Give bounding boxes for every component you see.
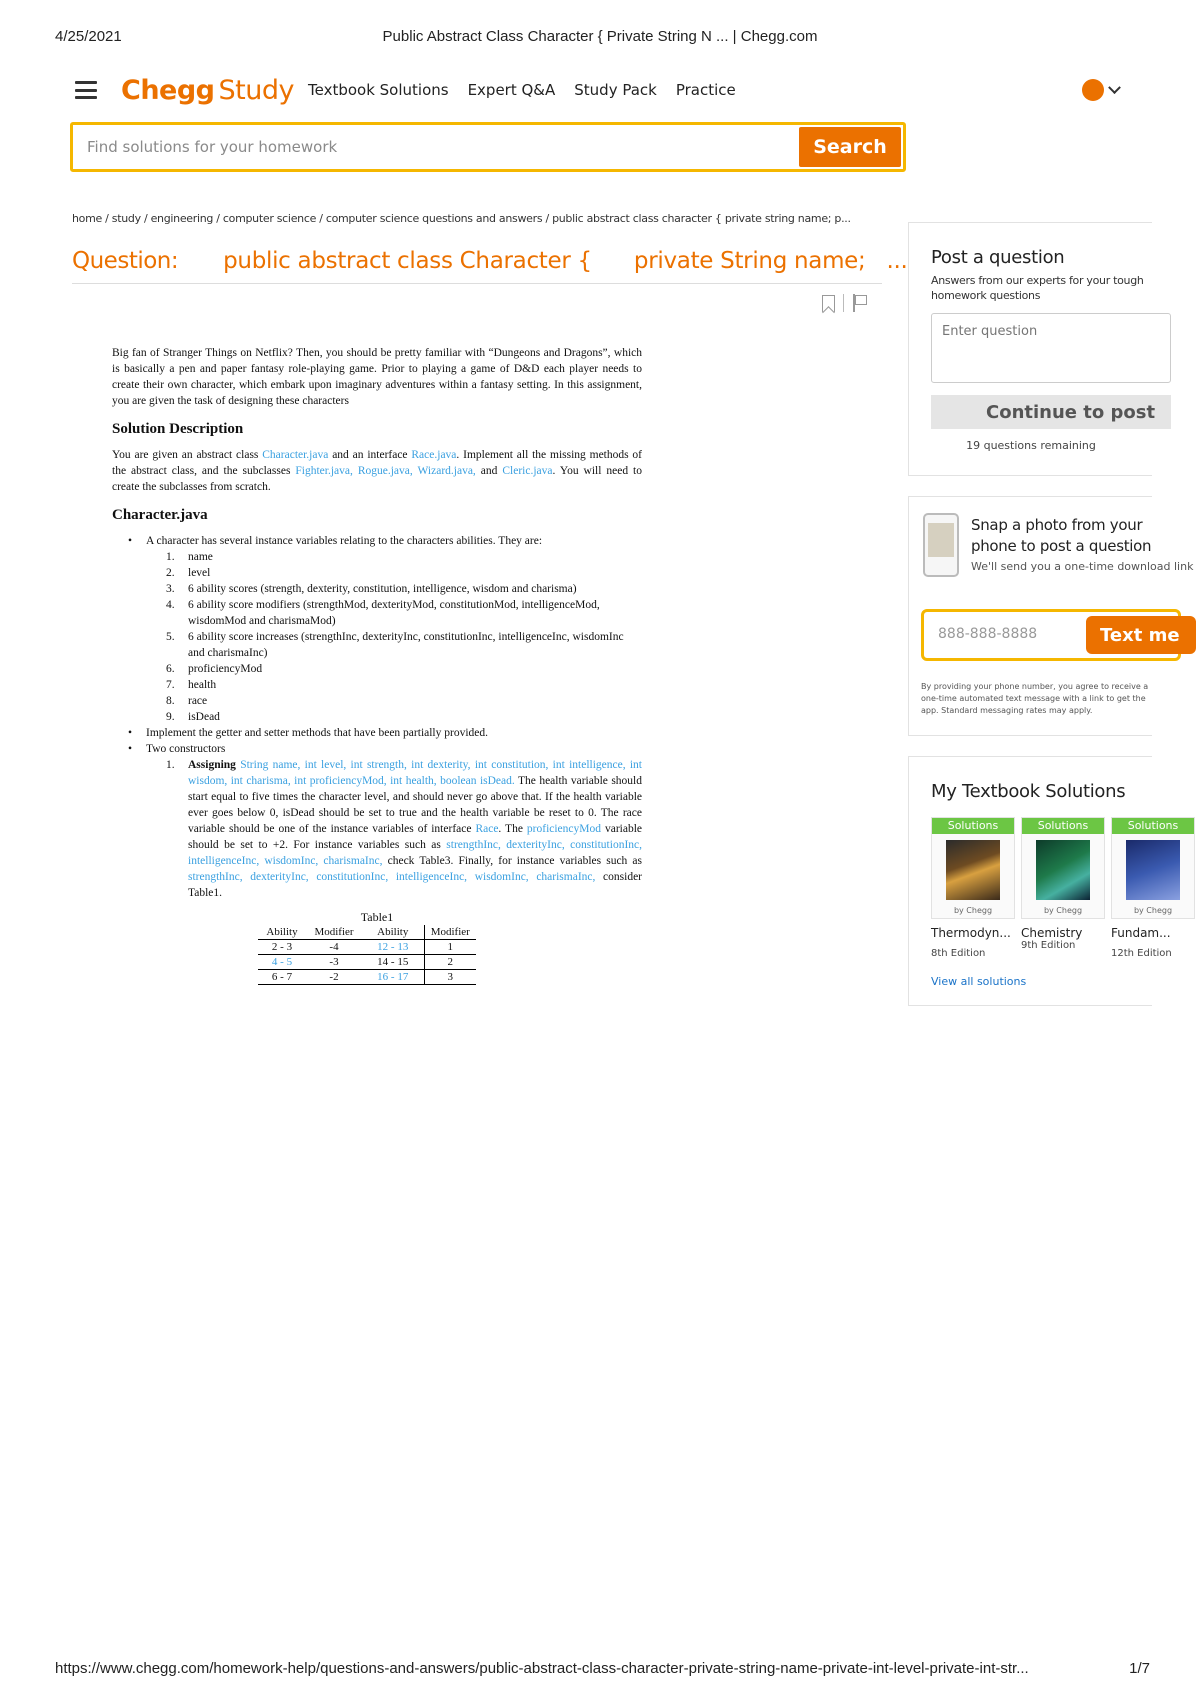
table-row — [258, 970, 476, 985]
list-item: 3. 6 ability scores (strength, dexterity, constitution, intelligence, wisdom and charisma) — [166, 583, 577, 595]
proficiency-link: proficiencyMod — [526, 823, 601, 835]
text: You are given an abstract class — [112, 449, 259, 461]
textbook-tile[interactable] — [1021, 817, 1105, 919]
text: consider Table1. — [188, 871, 643, 899]
print-url: https://www.chegg.com/homework-help/questions-and-answers/public-abstract-class-character-private-string-name-private-int-level-private-int-str... — [55, 1660, 1029, 1677]
race-link: Race — [475, 823, 499, 835]
print-page-number: 1/7 — [1129, 1660, 1150, 1677]
nav-textbook-solutions[interactable]: Textbook Solutions — [307, 81, 449, 99]
table-cell: -4 — [306, 940, 362, 955]
logo-study-text: Study — [218, 74, 294, 106]
table-row — [258, 955, 476, 970]
variable-name: proficiencyMod — [188, 663, 263, 675]
solutions-badge: Solutions — [1112, 818, 1194, 834]
sms-disclaimer: By providing your phone number, you agree to receive a one-time automated text message with a link to get the app. Standard messaging rates may apply. — [921, 682, 1149, 715]
print-title: Public Abstract Class Character { Private String N ... | Chegg.com — [382, 28, 818, 45]
search-button[interactable]: Search — [799, 127, 901, 167]
bullet-text: Two constructors — [146, 743, 226, 755]
text-me-button[interactable]: Text me — [1086, 616, 1196, 654]
assigning-label: Assigning — [188, 759, 236, 771]
publisher-label: by Chegg — [953, 906, 993, 915]
book-cover-image — [1036, 840, 1090, 900]
bookmark-icon[interactable] — [822, 295, 835, 312]
question-label: Question: — [72, 248, 179, 274]
nav-practice[interactable]: Practice — [675, 81, 736, 99]
variable-name: name — [188, 551, 213, 563]
table-cell: 3 — [424, 970, 476, 985]
table-cell: 2 — [424, 955, 476, 970]
constructors-list — [166, 757, 643, 901]
book-title: Fundam... — [1111, 926, 1171, 940]
variable-name: 6 ability scores (strength, dexterity, constitution, intelligence, wisdom and charisma) — [188, 583, 577, 595]
table-header: Modifier — [424, 925, 476, 940]
top-nav — [75, 70, 755, 110]
chevron-down-icon[interactable] — [1108, 81, 1121, 94]
post-question-title: Post a question — [931, 247, 1065, 268]
textbook-item[interactable] — [931, 817, 1015, 959]
variable-name: race — [188, 695, 208, 707]
continue-to-post-button[interactable]: Continue to post — [931, 395, 1171, 429]
question-input[interactable] — [931, 313, 1171, 383]
publisher-label: by Chegg — [1043, 906, 1083, 915]
avatar[interactable] — [1082, 79, 1104, 101]
table-cell: 1 — [424, 940, 476, 955]
list-item — [134, 725, 642, 741]
bullet-text: Implement the getter and setter methods that have been partially provided. — [146, 727, 489, 739]
list-item: 7. health — [166, 679, 217, 691]
textbook-tile[interactable] — [1111, 817, 1195, 919]
book-edition: 9th Edition — [1021, 940, 1076, 951]
table-caption: Table1 — [360, 910, 394, 924]
publisher-label: by Chegg — [1133, 906, 1173, 915]
list-item: 9. isDead — [166, 711, 220, 723]
book-edition: 12th Edition — [1111, 948, 1172, 959]
variable-name: 6 ability score modifiers (strengthMod, dexterityMod, constitutionMod, intelligenceMod, wisdomMod and charismaMod) — [188, 599, 600, 627]
nav-study-pack[interactable]: Study Pack — [574, 81, 657, 99]
print-date: 4/25/2021 — [55, 28, 122, 45]
table-header: Ability — [362, 925, 424, 940]
table-cell: 2 - 3 — [258, 940, 306, 955]
divider — [843, 294, 844, 312]
list-item: 5. 6 ability score increases (strengthInc, dexterityInc, constitutionInc, intelligenceInc, wisdomInc and charismaInc) — [166, 631, 624, 659]
book-title: Thermodyn... — [931, 926, 1011, 940]
inc-variables-link: strengthInc, dexterityInc, constitutionInc, intelligenceInc, wisdomInc, charismaInc, — [188, 871, 596, 883]
text: and — [480, 465, 498, 477]
book-edition: 8th Edition — [931, 948, 986, 959]
list-item — [134, 741, 642, 901]
snap-subtitle: We'll send you a one-time download link — [971, 560, 1194, 573]
bullet-text: A character has several instance variables relating to the characters abilities. They are: — [146, 535, 543, 547]
table-cell: 16 - 17 — [362, 970, 424, 985]
phone-icon — [923, 513, 959, 577]
list-item: 8. race — [166, 695, 208, 707]
snap-photo-card — [908, 496, 1194, 736]
search-bar — [70, 122, 906, 172]
character-java-link: Character.java — [262, 449, 329, 461]
text: variable should be set to +2. For instance variables such as — [188, 823, 643, 851]
table-cell: 6 - 7 — [258, 970, 306, 985]
hamburger-menu-icon[interactable] — [75, 81, 97, 99]
list-item: 6. proficiencyMod — [166, 663, 263, 675]
book-cover-image — [1126, 840, 1180, 900]
account-menu[interactable] — [1082, 79, 1119, 101]
breadcrumb[interactable]: home / study / engineering / computer science / computer science questions and answers / public abstract class character { private string name; p... — [72, 212, 851, 225]
table-cell: -2 — [306, 970, 362, 985]
phone-number-input[interactable] — [938, 626, 1078, 642]
table-row — [258, 940, 476, 955]
text: . Implement all the missing methods of the abstract class, and the subclasses — [112, 449, 643, 477]
question-heading — [72, 248, 908, 284]
book-cover-image — [946, 840, 1000, 900]
table-cell: 14 - 15 — [362, 955, 424, 970]
post-question-card — [908, 222, 1156, 476]
question-title: public abstract class Character { private String name; ... — [223, 248, 908, 274]
chegg-study-logo[interactable] — [121, 75, 294, 106]
list-item — [134, 533, 642, 725]
solution-description-heading: Solution Description — [112, 421, 244, 437]
book-title: Chemistry — [1021, 926, 1083, 940]
subclasses-link: Fighter.java, Rogue.java, Wizard.java, — [295, 465, 476, 477]
text: The health variable should start equal to five times the character level, and should never go above that. If the health variable ever goes below 0, isDead should be set to true and the health variable be reset to 0. The race variable should be one of the instance variables of interface — [188, 775, 642, 835]
variable-name: health — [188, 679, 217, 691]
constructor-params: String name, int level, int strength, int dexterity, int constitution, int intelligence, int wisdom, int charisma, int proficiencyMod, int health, boolean isDead. — [188, 759, 643, 787]
nav-expert-qa[interactable]: Expert Q&A — [467, 81, 556, 99]
requirements-list — [134, 533, 642, 901]
table-cell: 4 - 5 — [258, 955, 306, 970]
textbook-list — [931, 817, 1195, 959]
post-question-subtitle: Answers from our experts for your tough homework questions — [931, 274, 1144, 302]
intro-paragraph: Big fan of Stranger Things on Netflix? Then, you should be pretty familiar with “Dungeons and Dragons”, which is basically a pen and paper fantasy role-playing game. Prior to playing a game of D&D each player needs to create their own character, which embark upon imaginary adventures within a fantasy setting. In this assignment, you are given the task of designing these characters — [112, 347, 642, 407]
character-java-heading: Character.java — [112, 507, 208, 523]
ability-modifier-table — [258, 925, 476, 985]
variable-name: isDead — [188, 711, 220, 723]
list-item: 1. Assigning String name, int level, int strength, int dexterity, int constitution, int intelligence, int wisdom, int charisma, int proficiencyMod, int health, boolean isDead. The health variable should start equal to five times the character level, and should never go above that. If the health variable ever goes below 0, isDead should be set to true and the health variable be reset to 0. The race variable should be one of the instance variables of interface Race. The proficiencyMod variable should be set to +2. For instance variables such as strengthInc, dexterityInc, constitutionInc, intelligenceInc, wisdomInc, charismaInc, check Table3. Finally, for instance variables such as strengthInc, dexterityInc, constitutionInc, intelligenceInc, wisdomInc, charismaInc, consider Table1. — [166, 759, 643, 899]
question-body — [112, 345, 642, 985]
solutions-badge: Solutions — [1022, 818, 1104, 834]
textbook-solutions-title: My Textbook Solutions — [931, 781, 1126, 802]
table-cell: -3 — [306, 955, 362, 970]
solution-paragraph — [112, 447, 642, 495]
variable-name: 6 ability score increases (strengthInc, dexterityInc, constitutionInc, intelligenceInc, wisdomInc and charismaInc) — [188, 631, 624, 659]
text: check Table3. Finally, for instance variables such as — [387, 855, 643, 867]
text: . You will need to create the subclasses from scratch. — [112, 465, 642, 493]
list-item: 4. 6 ability score modifiers (strengthMod, dexterityMod, constitutionMod, intelligenceMod, wisdomMod and charismaMod) — [166, 599, 600, 627]
questions-remaining: 19 questions remaining — [966, 439, 1096, 452]
list-item: 2. level — [166, 567, 211, 579]
search-input[interactable] — [73, 125, 797, 169]
phone-number-form — [921, 609, 1181, 661]
snap-title: Snap a photo from your phone to post a question — [971, 516, 1152, 555]
table-header: Ability — [258, 925, 306, 940]
variables-list — [166, 549, 642, 725]
logo-chegg-text: Chegg — [121, 74, 215, 106]
textbook-item[interactable] — [1111, 817, 1195, 959]
textbook-tile[interactable] — [931, 817, 1015, 919]
table-cell: 12 - 13 — [362, 940, 424, 955]
text: and an interface — [332, 449, 408, 461]
view-all-solutions-link[interactable]: View all solutions — [931, 975, 1027, 988]
list-item: 1. name — [166, 551, 213, 563]
race-java-link: Race.java — [411, 449, 457, 461]
variable-name: level — [188, 567, 211, 579]
textbook-solutions-card — [908, 756, 1179, 1006]
text: . The — [498, 823, 523, 835]
solutions-badge: Solutions — [932, 818, 1014, 834]
question-actions — [822, 294, 866, 312]
table-header: Modifier — [306, 925, 362, 940]
flag-icon[interactable] — [852, 294, 866, 312]
textbook-item[interactable] — [1021, 817, 1105, 959]
inc-variables-link: strengthInc, dexterityInc, constitutionInc, intelligenceInc, wisdomInc, charismaInc, — [188, 839, 643, 867]
cleric-java-link: Cleric.java — [502, 465, 553, 477]
